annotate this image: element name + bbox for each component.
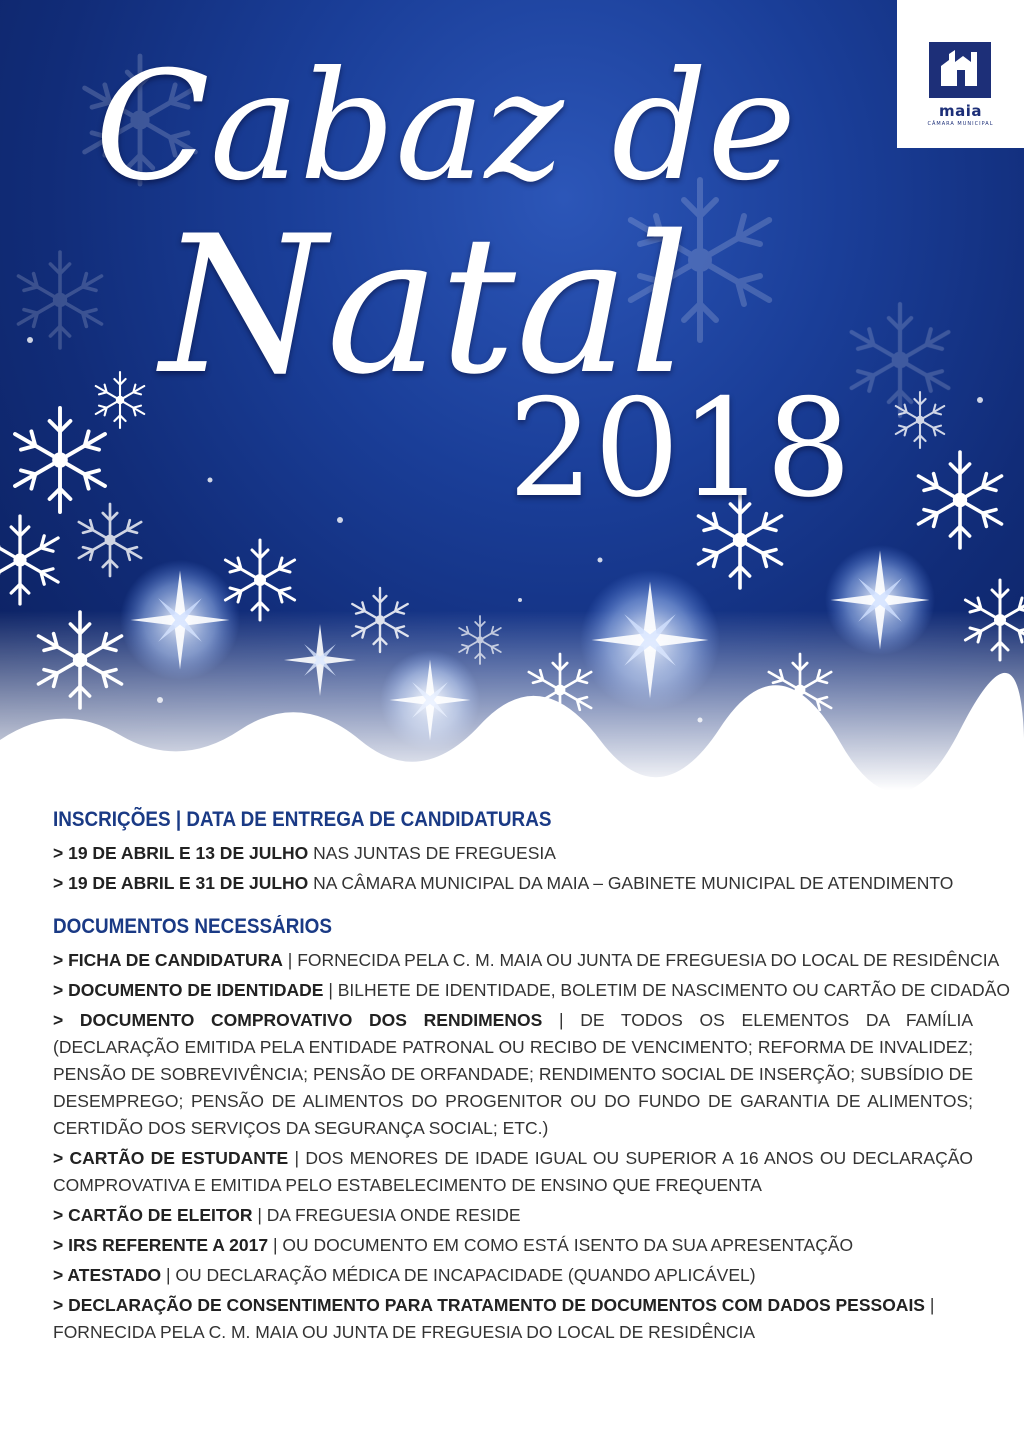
maia-municipal-emblem-icon [927, 40, 993, 100]
documento-item-text: | BILHETE DE IDENTIDADE, BOLETIM DE NASCIMENTO OU CARTÃO DE CIDADÃO [323, 980, 1010, 1000]
documento-item-title: > CARTÃO DE ESTUDANTE [53, 1148, 289, 1168]
info-section [53, 800, 1010, 1346]
inscricoes-item [53, 840, 973, 867]
documento-item-text: | DOS MENORES DE IDADE IGUAL OU SUPERIOR A 16 ANOS OU DECLARAÇÃO COMPROVATIVA E EMITIDA PELO ESTABELECIMENTO DE ENSINO QUE FREQUENTA [53, 1148, 973, 1195]
logo-subtitle: CÂMARA MUNICIPAL [927, 121, 994, 127]
logo-box [897, 0, 1024, 148]
documento-item [53, 1145, 973, 1199]
documento-item-title: > DOCUMENTO DE IDENTIDADE [53, 980, 324, 1000]
title-line-2: Natal [160, 195, 690, 416]
documento-item [53, 1202, 973, 1229]
inscricoes-heading: INSCRIÇÕES | DATA DE ENTREGA DE CANDIDATURAS [53, 808, 552, 831]
documento-item-title: > DECLARAÇÃO DE CONSENTIMENTO PARA TRATAMENTO DE DOCUMENTOS COM DADOS PESSOAIS [53, 1295, 925, 1315]
documento-item-title: > DOCUMENTO COMPROVATIVO DOS RENDIMENOS [53, 1010, 543, 1030]
documento-item [53, 1007, 973, 1142]
documento-item-title: > IRS REFERENTE A 2017 [53, 1235, 269, 1255]
documento-item [53, 1232, 973, 1259]
documento-item-title: > CARTÃO DE ELEITOR [53, 1205, 253, 1225]
title-year: 2018 [508, 370, 852, 527]
documento-item-text: | FORNECIDA PELA C. M. MAIA OU JUNTA DE FREGUESIA DO LOCAL DE RESIDÊNCIA [53, 1295, 935, 1342]
documento-item [53, 977, 1010, 1004]
documento-item [53, 1292, 973, 1346]
documento-item-text: | OU DOCUMENTO EM COMO ESTÁ ISENTO DA SUA APRESENTAÇÃO [268, 1235, 854, 1255]
documento-item-title: > ATESTADO [53, 1265, 162, 1285]
documento-item [53, 947, 1000, 974]
documentos-heading: DOCUMENTOS NECESSÁRIOS [53, 915, 332, 938]
documento-item-title: > FICHA DE CANDIDATURA [53, 950, 283, 970]
title-line-1: Cabaz de [95, 40, 797, 214]
inscricoes-item-date: > 19 DE ABRIL E 31 DE JULHO [53, 873, 309, 893]
inscricoes-item-date: > 19 DE ABRIL E 13 DE JULHO [53, 843, 309, 863]
documento-item-text: | FORNECIDA PELA C. M. MAIA OU JUNTA DE FREGUESIA DO LOCAL DE RESIDÊNCIA [282, 950, 1000, 970]
documento-item-text: | DA FREGUESIA ONDE RESIDE [252, 1205, 521, 1225]
documento-item [53, 1262, 973, 1289]
documento-item-text: | DE TODOS OS ELEMENTOS DA FAMÍLIA (DECLARAÇÃO EMITIDA PELA ENTIDADE PATRONAL OU RECIBO DE VENCIMENTO; REFORMA DE INVALIDEZ; PENSÃO DE SOBREVIVÊNCIA; PENSÃO DE ORFANDADE; RENDIMENTO SOCIAL DE INSERÇÃO; SUBSÍDIO DE DESEMPREGO; PENSÃO DE ALIMENTOS DO PROGENITOR OU DO FUNDO DE GARANTIA DE ALIMENTOS; CERTIDÃO DOS SERVIÇOS DA SEGURANÇA SOCIAL; ETC.) [53, 1010, 973, 1138]
logo-name: maia [938, 102, 982, 120]
inscricoes-item [53, 870, 973, 897]
documento-item-text: | OU DECLARAÇÃO MÉDICA DE INCAPACIDADE (QUANDO APLICÁVEL) [161, 1265, 756, 1285]
inscricoes-item-text: NAS JUNTAS DE FREGUESIA [308, 843, 556, 863]
inscricoes-item-text: NA CÂMARA MUNICIPAL DA MAIA – GABINETE MUNICIPAL DE ATENDIMENTO [308, 873, 954, 893]
